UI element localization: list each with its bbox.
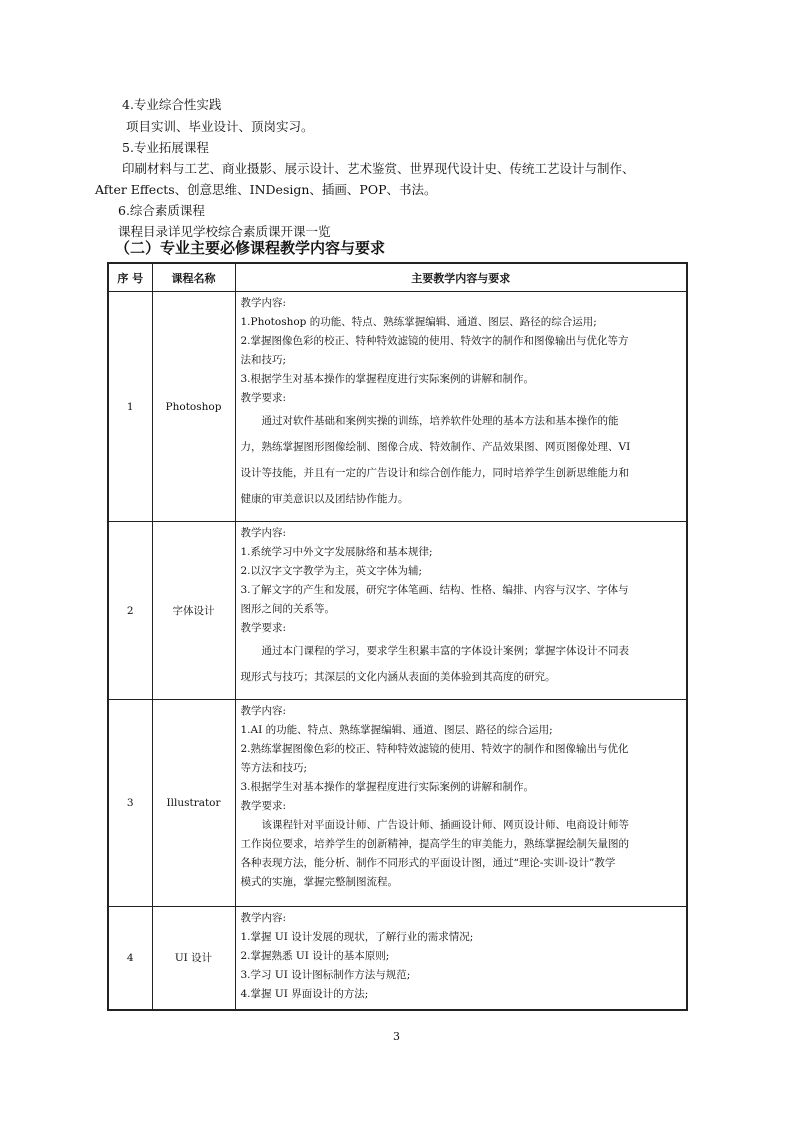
content-line: 2.掌握熟悉 UI 设计的基本原则; <box>240 950 390 962</box>
content-line: 教学要求: <box>240 622 287 634</box>
content-line: 2.熟练掌握图像色彩的校正、特种特效滤镜的使用、特效字的制作和图像输出与优化 <box>240 743 629 755</box>
content-line: 通过对软件基础和案例实操的训练，培养软件处理的基本方法和基本操作的能 <box>261 415 619 427</box>
row-course-name: UI 设计 <box>152 907 235 1010</box>
table-row <box>108 522 687 700</box>
content-line: 现形式与技巧；其深层的文化内涵从表面的美体验到其高度的研究。 <box>240 671 556 683</box>
content-line: 1.Photoshop 的功能、特点、熟练掌握编辑、通道、图层、路径的综合运用; <box>240 316 597 328</box>
content-line: 4.掌握 UI 界面设计的方法; <box>240 988 369 1000</box>
row-course-name: 字体设计 <box>152 522 235 700</box>
table-row <box>108 700 687 907</box>
intro-line-quality-heading: 6.综合素质课程 <box>118 203 205 218</box>
row-course-name: Illustrator <box>152 700 235 907</box>
content-line: 1.掌握 UI 设计发展的现状，了解行业的需求情况; <box>240 931 474 943</box>
content-line: 教学要求: <box>240 392 287 404</box>
intro-line-extension-items-2: After Effects、创意思维、INDesign、插画、POP、书法。 <box>95 182 437 197</box>
content-line: 教学内容: <box>240 297 287 309</box>
content-line: 图形之间的关系等。 <box>240 603 335 615</box>
content-line: 设计等技能，并且有一定的广告设计和综合创作能力，同时培养学生创新思维能力和 <box>240 467 629 479</box>
intro-line-practice-items: 项目实训、毕业设计、顶岗实习。 <box>126 119 314 134</box>
content-line: 3.根据学生对基本操作的掌握程度进行实际案例的讲解和制作。 <box>240 373 535 385</box>
content-line: 教学内容: <box>240 912 287 924</box>
content-line: 工作岗位要求，培养学生的创新精神，提高学生的审美能力，熟练掌握绘制矢量图的 <box>240 838 629 850</box>
content-line: 教学内容: <box>240 705 287 717</box>
row-number: 4 <box>108 907 152 1010</box>
section-title: （二）专业主要必修课程教学内容与要求 <box>115 239 386 257</box>
header-index: 序 号 <box>108 263 152 292</box>
header-content: 主要教学内容与要求 <box>235 263 687 292</box>
content-line: 力，熟练掌握图形图像绘制、图像合成、特效制作、产品效果图、网页图像处理、VI <box>240 441 631 453</box>
content-line: 教学内容: <box>240 527 287 539</box>
row-content <box>235 522 687 700</box>
content-line: 教学要求: <box>240 800 287 812</box>
content-line: 模式的实施，掌握完整制图流程。 <box>240 876 398 888</box>
row-number: 1 <box>108 292 152 522</box>
content-line: 3.了解文字的产生和发展，研究字体笔画、结构、性格、编排、内容与汉字、字体与 <box>240 584 629 596</box>
intro-line-practice-heading: 4.专业综合性实践 <box>122 97 222 112</box>
content-line: 健康的审美意识以及团结协作能力。 <box>240 493 409 505</box>
content-line: 该课程针对平面设计师、广告设计师、插画设计师、网页设计师、电商设计师等 <box>261 819 629 831</box>
table-header-row <box>108 263 687 292</box>
row-content <box>235 700 687 907</box>
row-content <box>235 292 687 522</box>
content-line: 各种表现方法，能分析、制作不同形式的平面设计图，通过“理论-实训-设计”教学 <box>240 857 616 869</box>
row-number: 2 <box>108 522 152 700</box>
content-line: 1.AI 的功能、特点、熟练掌握编辑、通道、图层、路径的综合运用; <box>240 724 553 736</box>
table-row <box>108 292 687 522</box>
content-line: 1.系统学习中外文字发展脉络和基本规律; <box>240 546 433 558</box>
row-course-name: Photoshop <box>152 292 235 522</box>
content-line: 3.学习 UI 设计图标制作方法与规范; <box>240 969 411 981</box>
intro-line-extension-heading: 5.专业拓展课程 <box>122 140 209 155</box>
content-line: 通过本门课程的学习，要求学生积累丰富的字体设计案例；掌握字体设计不同表 <box>261 645 629 657</box>
row-number: 3 <box>108 700 152 907</box>
table-row <box>108 907 687 1010</box>
page-number: 3 <box>393 1030 400 1043</box>
intro-line-extension-items-1: 印刷材料与工艺、商业摄影、展示设计、艺术鉴赏、世界现代设计史、传统工艺设计与制作、 <box>122 161 635 176</box>
content-line: 等方法和技巧; <box>240 762 308 774</box>
content-line: 2.以汉字文字教学为主，英文字体为辅; <box>240 565 423 577</box>
intro-line-quality-items: 课程目录详见学校综合素质课开课一览 <box>118 224 331 239</box>
header-course: 课程名称 <box>152 263 235 292</box>
content-line: 3.根据学生对基本操作的掌握程度进行实际案例的讲解和制作。 <box>240 781 535 793</box>
content-line: 法和技巧; <box>240 354 287 366</box>
row-content <box>235 907 687 1010</box>
course-table <box>107 262 688 1011</box>
content-line: 2.掌握图像色彩的校正、特种特效滤镜的使用、特效字的制作和图像输出与优化等方 <box>240 335 629 347</box>
